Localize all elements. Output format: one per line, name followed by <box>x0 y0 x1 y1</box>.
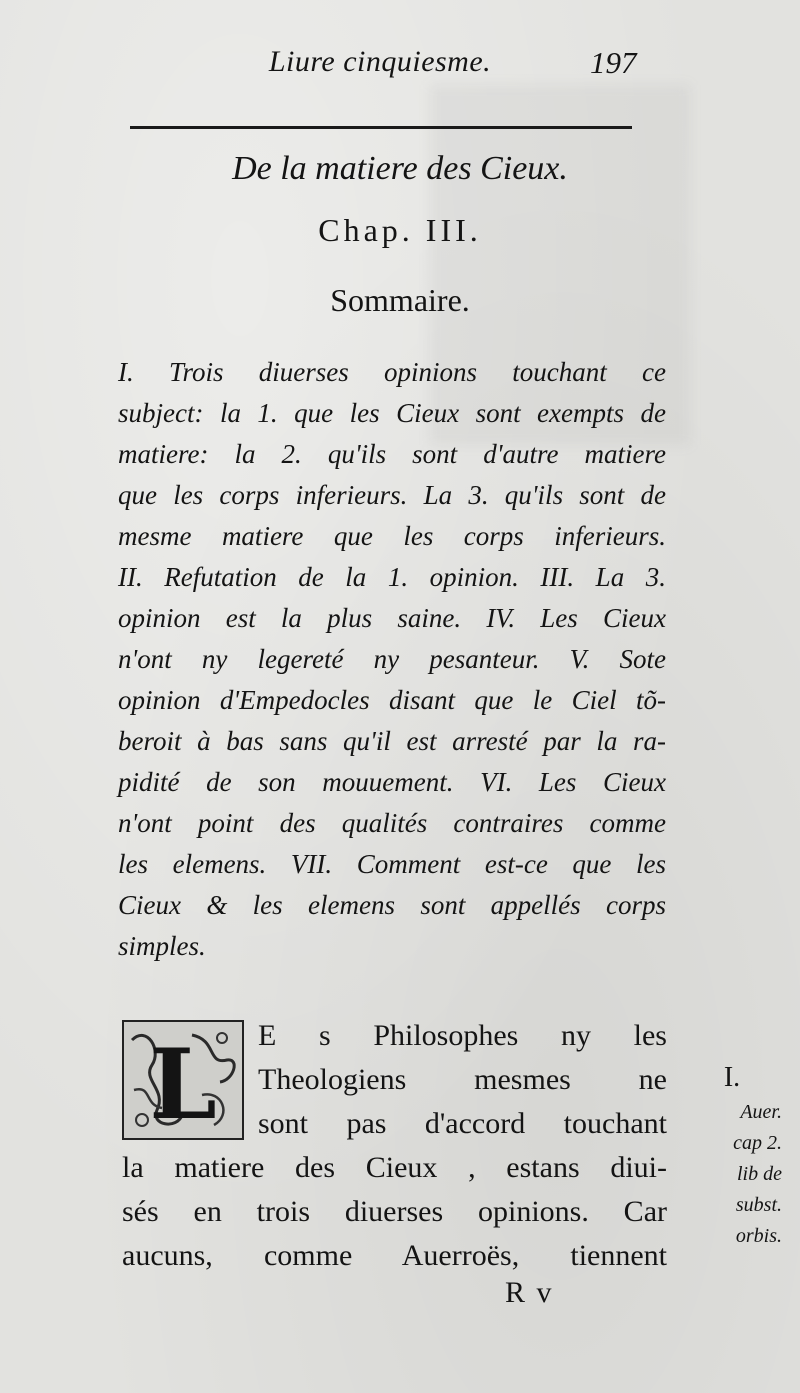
margin-line: lib de <box>737 1163 782 1185</box>
running-head: Liure cinquiesme. <box>268 45 492 78</box>
signature-mark: R v <box>505 1276 554 1309</box>
margin-line: orbis. <box>735 1225 782 1247</box>
summary-line: opinion est la plus saine. IV. Les Cieux <box>118 603 666 633</box>
marginal-note <box>672 1062 782 1252</box>
body-line: Theologiens mesmes ne <box>258 1063 667 1096</box>
summary-line: Cieux & les elemens sont appellés corps <box>118 890 666 920</box>
summary-heading: Sommaire. <box>330 282 470 318</box>
margin-number: I. <box>723 1062 741 1093</box>
summary-line: I. Trois diuerses opinions touchant ce <box>118 357 666 387</box>
chapter-body <box>122 1014 667 1278</box>
summary-line: n'ont point des qualités contraires comme <box>118 808 666 838</box>
chapter-number: Chap. III. <box>318 212 482 248</box>
margin-line: subst. <box>735 1194 782 1216</box>
summary-line: mesme matiere que les corps inferieurs. <box>118 521 666 551</box>
body-line: aucuns, comme Auerroës, tiennent <box>122 1239 667 1272</box>
summary-line: beroit à bas sans qu'il est arresté par la ra- <box>118 726 666 756</box>
summary-line: matiere: la 2. qu'ils sont d'autre matiere <box>118 439 666 469</box>
margin-line: Auer. <box>740 1101 782 1123</box>
body-line: sont pas d'accord touchant <box>258 1107 667 1140</box>
summary-line: opinion d'Empedocles disant que le Ciel tõ- <box>118 685 666 715</box>
summary-line: que les corps inferieurs. La 3. qu'ils sont de <box>118 480 666 510</box>
drop-letter: L <box>149 1028 217 1140</box>
summary-line: pidité de son mouuement. VI. Les Cieux <box>118 767 666 797</box>
page-number: 197 <box>590 45 637 80</box>
body-line: sés en trois diuerses opinions. Car <box>122 1195 667 1228</box>
body-line: la matiere des Cieux , estans diui- <box>122 1151 667 1184</box>
summary-line: n'ont ny legereté ny pesanteur. V. Sote <box>118 644 666 674</box>
summary-line: II. Refutation de la 1. opinion. III. La 3. <box>118 562 666 592</box>
summary-line: subject: la 1. que les Cieux sont exempts de <box>118 398 666 428</box>
chapter-summary <box>118 352 666 967</box>
chapter-title: De la matiere des Cieux. <box>232 150 568 187</box>
summary-line: les elemens. VII. Comment est-ce que les <box>118 849 666 879</box>
body-line: E s Philosophes ny les <box>258 1019 667 1052</box>
header-rule <box>130 126 632 129</box>
margin-line: cap 2. <box>733 1132 782 1154</box>
summary-line: simples. <box>118 931 206 961</box>
